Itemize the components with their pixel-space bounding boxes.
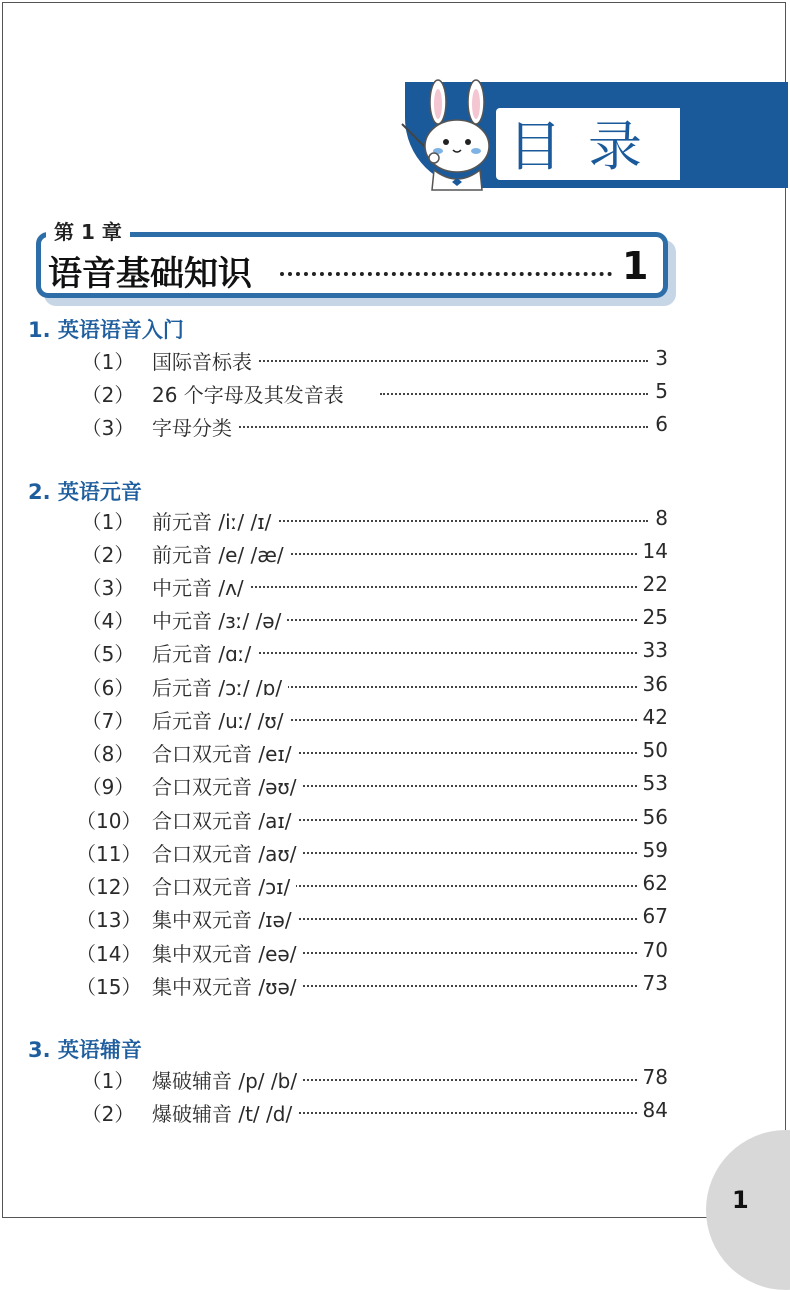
toc-entry[interactable]	[0, 705, 790, 737]
entry-number: （4）	[81, 609, 135, 633]
chapter-page-number: 1	[622, 244, 649, 288]
entry-number: （3）	[81, 416, 135, 440]
entry-label: 集中双元音 /ʊə/	[152, 971, 303, 1000]
entry-label: 爆破辅音 /p/ /b/	[152, 1065, 303, 1094]
entry-label: 合口双元音 /aʊ/	[152, 838, 302, 867]
entry-page: 6	[649, 412, 668, 436]
chapter-leader-dots	[280, 252, 612, 276]
entry-page: 5	[649, 379, 668, 403]
entry-number: （12）	[76, 875, 142, 899]
toc-entry[interactable]	[0, 938, 790, 970]
entry-page: 53	[637, 771, 668, 795]
entry-number: （8）	[81, 742, 135, 766]
entry-label: 26 个字母及其发音表	[152, 379, 350, 408]
toc-entry[interactable]	[0, 1065, 790, 1097]
toc-entry[interactable]	[0, 672, 790, 704]
entry-number: （5）	[81, 642, 135, 666]
toc-entry[interactable]	[0, 771, 790, 803]
entry-label: 集中双元音 /eə/	[152, 938, 302, 967]
toc-entry[interactable]	[0, 412, 790, 444]
toc-entry[interactable]	[0, 838, 790, 870]
entry-page: 8	[649, 506, 668, 530]
entry-page: 73	[637, 971, 668, 995]
entry-number: （1）	[81, 350, 135, 374]
entry-page: 22	[637, 572, 668, 596]
entry-label: 合口双元音 /əʊ/	[152, 771, 303, 800]
entry-number: （1）	[81, 510, 135, 534]
toc-entry[interactable]	[0, 379, 790, 411]
toc-entry[interactable]	[0, 738, 790, 770]
entry-page: 70	[637, 938, 668, 962]
entry-page: 33	[637, 638, 668, 662]
entry-number: （10）	[76, 809, 142, 833]
entry-number: （6）	[81, 676, 135, 700]
rabbit-teacher-icon	[398, 78, 508, 196]
toc-entry[interactable]	[0, 638, 790, 670]
entry-number: （14）	[76, 942, 142, 966]
entry-page: 42	[637, 705, 668, 729]
toc-entry[interactable]	[0, 539, 790, 571]
entry-label: 后元音 /ɔː/ /ɒ/	[152, 672, 288, 701]
entry-number: （2）	[81, 543, 135, 567]
entry-number: （15）	[76, 975, 142, 999]
page-number: 1	[732, 1186, 749, 1214]
entry-page: 14	[637, 539, 668, 563]
entry-label: 合口双元音 /aɪ/	[152, 805, 298, 834]
toc-entry[interactable]	[0, 871, 790, 903]
entry-label: 后元音 /uː/ /ʊ/	[152, 705, 289, 734]
entry-page: 78	[637, 1065, 668, 1089]
entry-label: 爆破辅音 /t/ /d/	[152, 1098, 298, 1127]
entry-label: 合口双元音 /ɔɪ/	[152, 871, 296, 900]
entry-number: （1）	[81, 1069, 135, 1093]
entry-label: 合口双元音 /eɪ/	[152, 738, 298, 767]
entry-number: （11）	[76, 842, 142, 866]
entry-label: 字母分类	[152, 412, 238, 441]
entry-page: 36	[637, 672, 668, 696]
entry-number: （9）	[81, 775, 135, 799]
entry-page: 50	[637, 738, 668, 762]
entry-number: （13）	[76, 908, 142, 932]
entry-number: （2）	[81, 1102, 135, 1126]
entry-page: 3	[649, 346, 668, 370]
leader-dots	[380, 393, 648, 395]
entry-label: 前元音 /e/ /æ/	[152, 539, 290, 568]
section-title: 2. 英语元音	[28, 480, 142, 504]
toc-entry[interactable]	[0, 605, 790, 637]
entry-page: 56	[637, 805, 668, 829]
entry-number: （7）	[81, 709, 135, 733]
toc-entry[interactable]	[0, 904, 790, 936]
section-title: 1. 英语语音入门	[28, 318, 184, 342]
entry-label: 后元音 /ɑː/	[152, 638, 257, 667]
entry-label: 中元音 /ɜː/ /ə/	[152, 605, 287, 634]
entry-page: 84	[637, 1098, 668, 1122]
toc-entry[interactable]	[0, 805, 790, 837]
chapter-tag: 第 1 章	[46, 218, 130, 246]
entry-label: 中元音 /ʌ/	[152, 572, 250, 601]
entry-label: 集中双元音 /ɪə/	[152, 904, 298, 933]
chapter-title: 语音基础知识	[48, 254, 252, 294]
section-title: 3. 英语辅音	[28, 1038, 142, 1062]
entry-number: （3）	[81, 576, 135, 600]
entry-page: 62	[637, 871, 668, 895]
toc-entry[interactable]	[0, 1098, 790, 1130]
toc-entry[interactable]	[0, 572, 790, 604]
entry-page: 67	[637, 904, 668, 928]
entry-label: 国际音标表	[152, 346, 258, 375]
page-title: 目录	[508, 115, 668, 178]
toc-entry[interactable]	[0, 506, 790, 538]
entry-number: （2）	[81, 383, 135, 407]
entry-page: 25	[637, 605, 668, 629]
toc-entry[interactable]	[0, 971, 790, 1003]
toc-entry[interactable]	[0, 346, 790, 378]
entry-label: 前元音 /iː/ /ɪ/	[152, 506, 277, 535]
entry-page: 59	[637, 838, 668, 862]
